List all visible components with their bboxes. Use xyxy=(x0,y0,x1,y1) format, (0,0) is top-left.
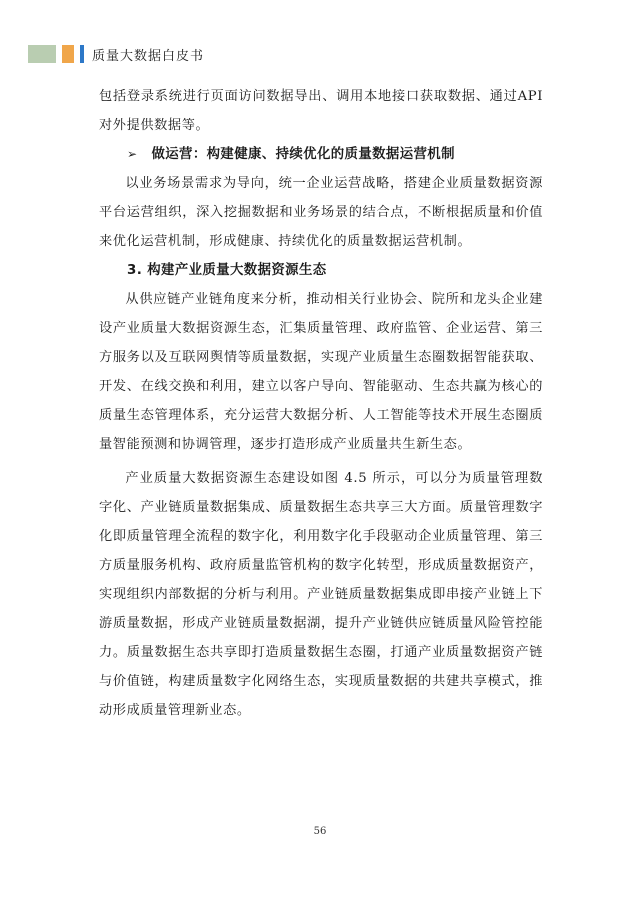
paragraph-ecosystem: 从供应链产业链角度来分析，推动相关行业协会、院所和龙头企业建设产业质量大数据资源生态，汇集质量管理、政府监管、企业运营、第三方服务以及互联网舆情等质量数据，实现产业质量生态圈数据智能获取、开发、在线交换和利用，建立以客户导向、智能驱动、生态共赢为核心的质量生态管理体系，充分运营大数据分析、人工智能等技术开展生态圈质量智能预测和协调管理，逐步打造形成产业质量共生新生态。 xyxy=(99,292,543,452)
section-heading: 3. 构建产业质量大数据资源生态 xyxy=(127,263,327,278)
page-header xyxy=(28,44,204,64)
paragraph-continued: 包括登录系统进行页面访问数据导出、调用本地接口获取数据、通过API 对外提供数据等。 xyxy=(99,89,543,133)
subheading-text: 做运营：构建健康、持续优化的质量数据运营机制 xyxy=(151,147,455,162)
header-decor-orange-block xyxy=(62,45,74,63)
page-content xyxy=(99,82,543,725)
subheading-operations xyxy=(99,140,543,169)
header-decor-green-block xyxy=(28,45,56,63)
header-title: 质量大数据白皮书 xyxy=(92,48,205,64)
arrow-bullet-icon: ➢ xyxy=(127,147,138,161)
header-decor-blue-bar xyxy=(80,45,84,63)
page-number: 56 xyxy=(313,826,327,837)
paragraph-operations: 以业务场景需求为导向，统一企业运营战略，搭建企业质量数据资源平台运营组织，深入挖掘数据和业务场景的结合点，不断根据质量和价值来优化运营机制，形成健康、持续优化的质量数据运营机制。 xyxy=(99,176,543,249)
paragraph-ecosystem-construction: 产业质量大数据资源生态建设如图 4.5 所示，可以分为质量管理数字化、产业链质量数据集成、质量数据生态共享三大方面。质量管理数字化即质量管理全流程的数字化，利用数字化手段驱动企业质量管理、第三方质量服务机构、政府质量监管机构的数字化转型，形成质量数据资产，实现组织内部数据的分析与利用。产业链质量数据集成即串接产业链上下游质量数据，形成产业链质量数据湖，提升产业链供应链质量风险管控能力。质量数据生态共享即打造质量数据生态圈，打通产业质量数据资产链与价值链，构建质量数字化网络生态，实现质量数据的共建共享模式，推动形成质量管理新业态。 xyxy=(99,471,543,718)
